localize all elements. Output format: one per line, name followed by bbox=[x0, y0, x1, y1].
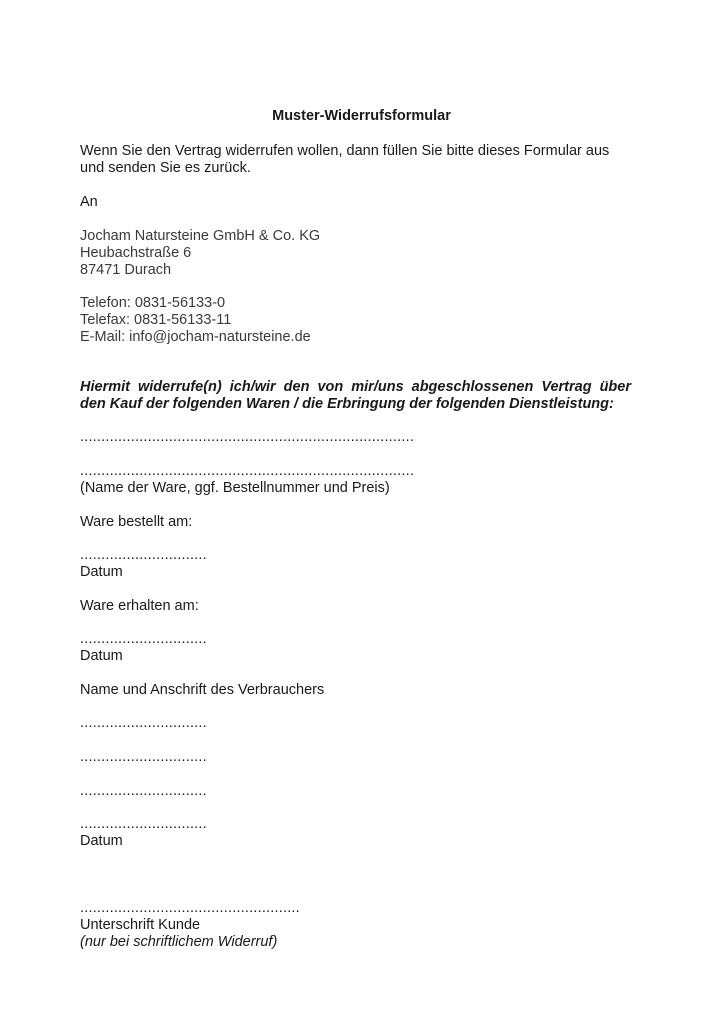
intro-text-line-2: und senden Sie es zurück. bbox=[80, 160, 251, 176]
recipient-company: Jocham Natursteine GmbH & Co. KG bbox=[80, 228, 321, 244]
consumer-blank-line-1: .............................. bbox=[80, 715, 207, 731]
document-title: Muster-Widerrufsformular bbox=[272, 108, 451, 124]
goods-blank-line-1: ............................................................................... bbox=[80, 429, 415, 445]
recipient-street: Heubachstraße 6 bbox=[80, 245, 192, 261]
goods-blank-line-2: ............................................................................... bbox=[80, 463, 415, 479]
consumer-blank-line-3: .............................. bbox=[80, 783, 207, 799]
received-date-caption: Datum bbox=[80, 648, 123, 664]
declaration-line-1: Hiermit widerrufe(n) ich/wir den von mir/uns abgeschlossenen Vertrag über bbox=[80, 379, 631, 395]
consumer-blank-line-4: .............................. bbox=[80, 816, 207, 832]
declaration-line-2: den Kauf der folgenden Waren / die Erbringung der folgenden Dienstleistung: bbox=[80, 396, 614, 412]
recipient-phone: Telefon: 0831-56133-0 bbox=[80, 295, 226, 311]
recipient-label: An bbox=[80, 194, 98, 210]
ordered-date-blank: .............................. bbox=[80, 547, 207, 563]
received-date-blank: .............................. bbox=[80, 631, 207, 647]
recipient-fax: Telefax: 0831-56133-11 bbox=[80, 312, 232, 328]
received-date-label: Ware erhalten am: bbox=[80, 598, 199, 614]
consumer-date-caption: Datum bbox=[80, 833, 123, 849]
signature-note: (nur bei schriftlichem Widerruf) bbox=[80, 934, 278, 950]
signature-blank: .................................................... bbox=[80, 900, 300, 916]
consumer-label: Name und Anschrift des Verbrauchers bbox=[80, 682, 325, 698]
ordered-date-label: Ware bestellt am: bbox=[80, 514, 193, 530]
recipient-email: E-Mail: info@jocham-natursteine.de bbox=[80, 329, 311, 345]
recipient-city: 87471 Durach bbox=[80, 262, 172, 278]
intro-text-line-1: Wenn Sie den Vertrag widerrufen wollen, dann füllen Sie bitte dieses Formular aus bbox=[80, 143, 610, 159]
consumer-blank-line-2: .............................. bbox=[80, 749, 207, 765]
goods-caption: (Name der Ware, ggf. Bestellnummer und Preis) bbox=[80, 480, 390, 496]
ordered-date-caption: Datum bbox=[80, 564, 123, 580]
signature-label: Unterschrift Kunde bbox=[80, 917, 201, 933]
